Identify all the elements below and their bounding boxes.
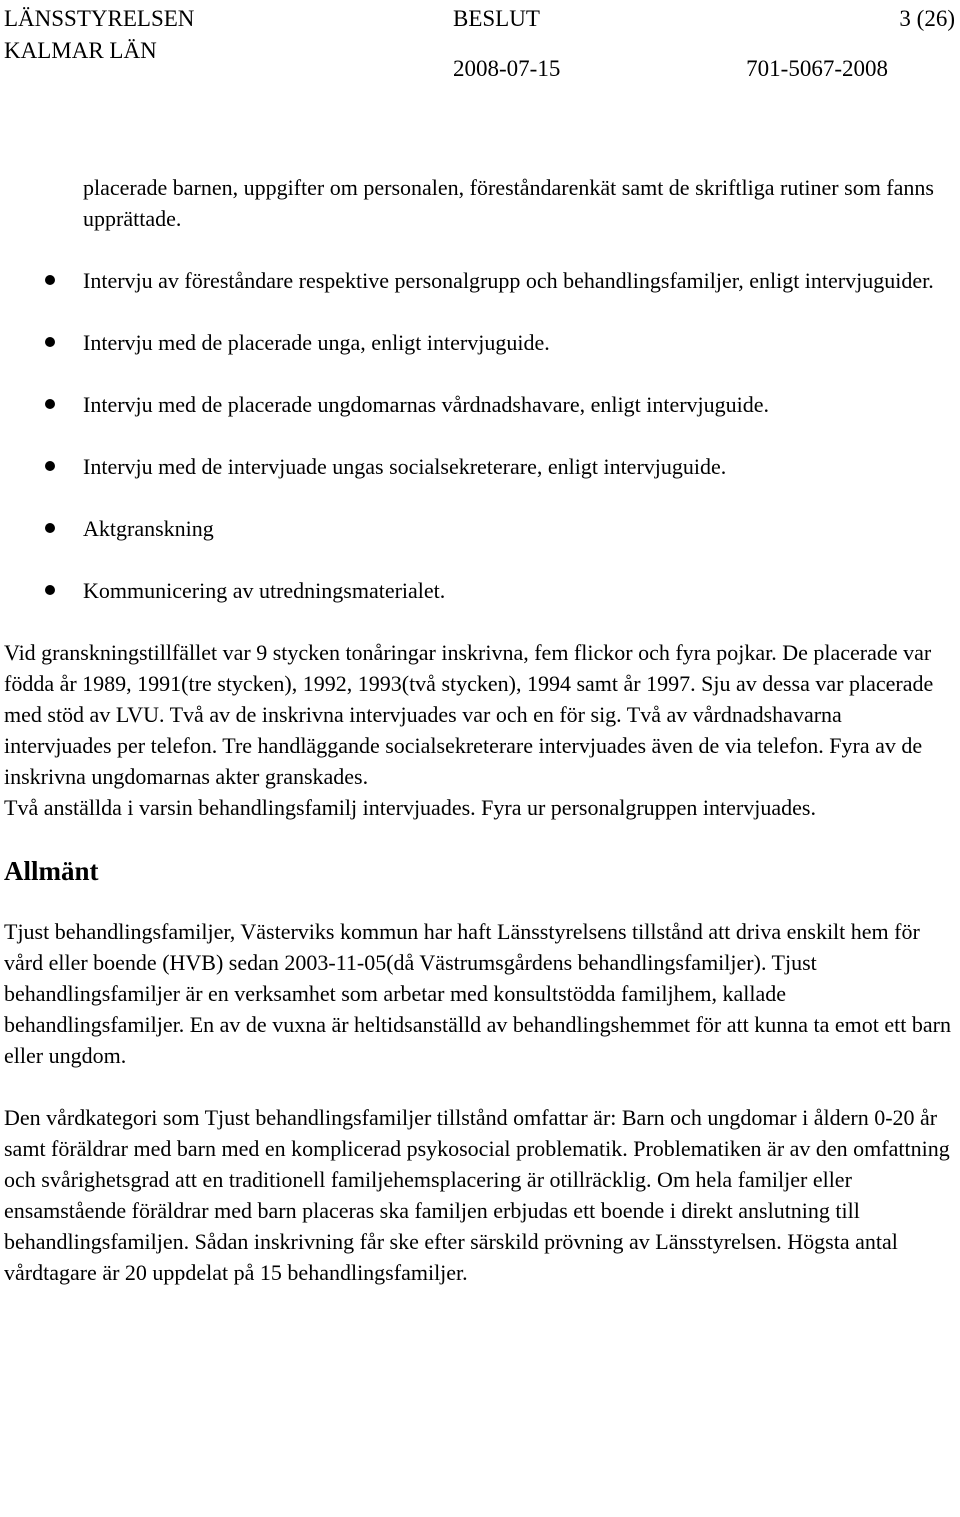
document-type: BESLUT — [453, 6, 540, 31]
bullet-icon — [45, 523, 55, 533]
list-item-text: Aktgranskning — [83, 516, 214, 541]
authority-name: LÄNSSTYRELSEN — [4, 6, 195, 31]
list-item-text: Kommunicering av utredningsmaterialet. — [83, 578, 446, 603]
general-paragraph: Tjust behandlingsfamiljer, Västerviks kommun har haft Länsstyrelsens tillstånd att driva enskilt hem för vård eller boende (HVB) sedan 2003-11-05(då Västrumsgårdens behandlingsfamiljer). Tjust behandlingsfamiljer är en verksamhet som arbetar med konsultstödda familjhem, kallade behandlingsfamiljer. En av de vuxna är heltidsanställd av behandlingshemmet för att kunna ta emot ett barn eller ungdom. — [4, 919, 951, 1068]
diary-number: 701-5067-2008 — [746, 56, 888, 81]
list-item-text: Intervju med de intervjuade ungas socialsekreterare, enligt intervjuguide. — [83, 454, 727, 479]
page-number: 3 (26) — [899, 6, 955, 31]
bullet-icon — [45, 275, 55, 285]
section-heading-general: Allmänt — [4, 856, 99, 886]
general-paragraph: Den vårdkategori som Tjust behandlingsfamiljer tillstånd omfattar är: Barn och ungdomar i åldern 0-20 år samt föräldrar med barn med en komplicerad psykosocial problematik. Problematiken är av den omfattning och svårighetsgrad att en traditionell familjehemsplacering är otillräcklig. Om hela familjer eller ensamstående föräldrar med barn placeras ska familjen erbjudas ett boende i direkt anslutning till behandlingsfamiljen. Sådan inskrivning får ske efter särskild prövning av Länsstyrelsen. Högsta antal vårdtagare är 20 uppdelat på 15 behandlingsfamiljer. — [4, 1105, 950, 1285]
list-item — [4, 575, 954, 606]
document-body — [4, 172, 954, 1288]
bullet-icon — [45, 399, 55, 409]
method-list — [4, 265, 954, 606]
intro-continuation: placerade barnen, uppgifter om personalen, föreståndarenkät samt de skriftliga rutiner som fanns upprättade. — [83, 175, 934, 231]
list-item — [4, 513, 954, 544]
list-item-text: Intervju av föreståndare respektive personalgrupp och behandlingsfamiljer, enligt intervjuguider. — [83, 268, 934, 293]
list-item — [4, 451, 954, 482]
decision-date: 2008-07-15 — [453, 56, 561, 81]
bullet-icon — [45, 461, 55, 471]
county-name: KALMAR LÄN — [4, 38, 157, 63]
list-item — [4, 327, 954, 358]
list-item-text: Intervju med de placerade unga, enligt intervjuguide. — [83, 330, 550, 355]
review-paragraph: Två anställda i varsin behandlingsfamilj intervjuades. Fyra ur personalgruppen intervjuades. — [4, 795, 816, 820]
page-header — [0, 0, 960, 90]
bullet-icon — [45, 337, 55, 347]
review-paragraph: Vid granskningstillfället var 9 stycken tonåringar inskrivna, fem flickor och fyra pojkar. De placerade var födda år 1989, 1991(tre stycken), 1992, 1993(två stycken), 1994 samt år 1997. Sju av dessa var placerade med stöd av LVU. Två av de inskrivna intervjuades var och en för sig. Två av vårdnadshavarna intervjuades per telefon. Tre handläggande socialsekreterare intervjuades även de via telefon. Fyra av de inskrivna ungdomarnas akter granskades. — [4, 640, 934, 789]
list-item — [4, 265, 954, 296]
bullet-icon — [45, 585, 55, 595]
list-item-text: Intervju med de placerade ungdomarnas vårdnadshavare, enligt intervjuguide. — [83, 392, 770, 417]
list-item — [4, 389, 954, 420]
